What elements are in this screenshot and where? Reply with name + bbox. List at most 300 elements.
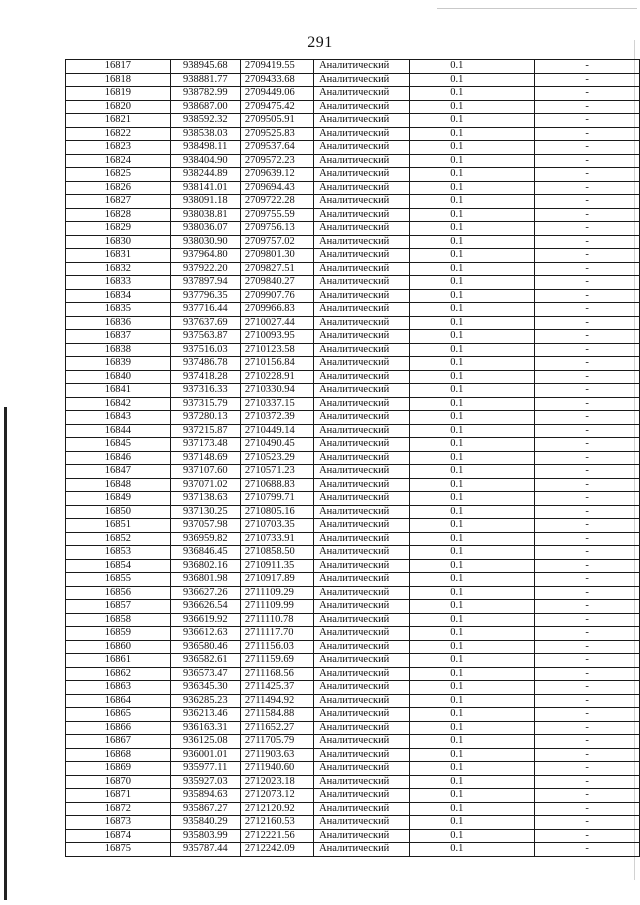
accuracy-cell: 0.1 <box>410 492 535 506</box>
method-cell: Аналитический <box>314 370 410 384</box>
method-cell: Аналитический <box>314 235 410 249</box>
x-coordinate-cell: 937148.69 <box>170 451 240 465</box>
method-cell: Аналитический <box>314 789 410 803</box>
y-coordinate-cell: 2710093.95 <box>240 330 313 344</box>
table-row <box>66 829 640 843</box>
x-coordinate-cell: 937316.33 <box>170 384 240 398</box>
method-cell: Аналитический <box>314 73 410 87</box>
y-coordinate-cell: 2709757.02 <box>240 235 313 249</box>
table-row <box>66 343 640 357</box>
table-row <box>66 735 640 749</box>
x-coordinate-cell: 938036.07 <box>170 222 240 236</box>
note-cell: - <box>535 384 640 398</box>
y-coordinate-cell: 2710372.39 <box>240 411 313 425</box>
point-number-cell: 16869 <box>66 762 171 776</box>
accuracy-cell: 0.1 <box>410 478 535 492</box>
scan-top-rule <box>437 8 637 9</box>
note-cell: - <box>535 276 640 290</box>
table-row <box>66 330 640 344</box>
method-cell: Аналитический <box>314 330 410 344</box>
y-coordinate-cell: 2711109.29 <box>240 586 313 600</box>
table-row <box>66 816 640 830</box>
x-coordinate-cell: 936627.26 <box>170 586 240 600</box>
method-cell: Аналитический <box>314 249 410 263</box>
note-cell: - <box>535 829 640 843</box>
note-cell: - <box>535 154 640 168</box>
y-coordinate-cell: 2710858.50 <box>240 546 313 560</box>
x-coordinate-cell: 937418.28 <box>170 370 240 384</box>
accuracy-cell: 0.1 <box>410 789 535 803</box>
note-cell: - <box>535 478 640 492</box>
note-cell: - <box>535 816 640 830</box>
accuracy-cell: 0.1 <box>410 573 535 587</box>
y-coordinate-cell: 2711117.70 <box>240 627 313 641</box>
note-cell: - <box>535 73 640 87</box>
method-cell: Аналитический <box>314 843 410 857</box>
note-cell: - <box>535 127 640 141</box>
table-row <box>66 235 640 249</box>
table-row <box>66 141 640 155</box>
table-row <box>66 411 640 425</box>
accuracy-cell: 0.1 <box>410 559 535 573</box>
method-cell: Аналитический <box>314 303 410 317</box>
x-coordinate-cell: 937215.87 <box>170 424 240 438</box>
point-number-cell: 16848 <box>66 478 171 492</box>
note-cell: - <box>535 114 640 128</box>
table-row <box>66 708 640 722</box>
point-number-cell: 16850 <box>66 505 171 519</box>
table-row <box>66 397 640 411</box>
point-number-cell: 16860 <box>66 640 171 654</box>
accuracy-cell: 0.1 <box>410 181 535 195</box>
x-coordinate-cell: 937516.03 <box>170 343 240 357</box>
table-row <box>66 762 640 776</box>
accuracy-cell: 0.1 <box>410 114 535 128</box>
table-row <box>66 127 640 141</box>
accuracy-cell: 0.1 <box>410 681 535 695</box>
y-coordinate-cell: 2711110.78 <box>240 613 313 627</box>
accuracy-cell: 0.1 <box>410 316 535 330</box>
note-cell: - <box>535 357 640 371</box>
point-number-cell: 16852 <box>66 532 171 546</box>
point-number-cell: 16874 <box>66 829 171 843</box>
note-cell: - <box>535 235 640 249</box>
x-coordinate-cell: 936612.63 <box>170 627 240 641</box>
x-coordinate-cell: 935787.44 <box>170 843 240 857</box>
table-row <box>66 613 640 627</box>
accuracy-cell: 0.1 <box>410 667 535 681</box>
table-row <box>66 748 640 762</box>
table-row <box>66 208 640 222</box>
x-coordinate-cell: 938141.01 <box>170 181 240 195</box>
accuracy-cell: 0.1 <box>410 249 535 263</box>
point-number-cell: 16859 <box>66 627 171 641</box>
accuracy-cell: 0.1 <box>410 424 535 438</box>
accuracy-cell: 0.1 <box>410 303 535 317</box>
method-cell: Аналитический <box>314 573 410 587</box>
point-number-cell: 16820 <box>66 100 171 114</box>
method-cell: Аналитический <box>314 141 410 155</box>
x-coordinate-cell: 937716.44 <box>170 303 240 317</box>
table-row <box>66 451 640 465</box>
method-cell: Аналитический <box>314 154 410 168</box>
point-number-cell: 16836 <box>66 316 171 330</box>
point-number-cell: 16866 <box>66 721 171 735</box>
table-row <box>66 357 640 371</box>
accuracy-cell: 0.1 <box>410 370 535 384</box>
accuracy-cell: 0.1 <box>410 262 535 276</box>
accuracy-cell: 0.1 <box>410 748 535 762</box>
method-cell: Аналитический <box>314 505 410 519</box>
point-number-cell: 16875 <box>66 843 171 857</box>
x-coordinate-cell: 936163.31 <box>170 721 240 735</box>
table-row <box>66 600 640 614</box>
method-cell: Аналитический <box>314 343 410 357</box>
x-coordinate-cell: 937107.60 <box>170 465 240 479</box>
y-coordinate-cell: 2711159.69 <box>240 654 313 668</box>
table-row <box>66 802 640 816</box>
table-row <box>66 249 640 263</box>
method-cell: Аналитический <box>314 222 410 236</box>
table-row <box>66 262 640 276</box>
point-number-cell: 16844 <box>66 424 171 438</box>
y-coordinate-cell: 2709449.06 <box>240 87 313 101</box>
y-coordinate-cell: 2710027.44 <box>240 316 313 330</box>
y-coordinate-cell: 2709572.23 <box>240 154 313 168</box>
note-cell: - <box>535 60 640 74</box>
method-cell: Аналитический <box>314 802 410 816</box>
y-coordinate-cell: 2712073.12 <box>240 789 313 803</box>
x-coordinate-cell: 937897.94 <box>170 276 240 290</box>
method-cell: Аналитический <box>314 276 410 290</box>
accuracy-cell: 0.1 <box>410 330 535 344</box>
method-cell: Аналитический <box>314 357 410 371</box>
y-coordinate-cell: 2712023.18 <box>240 775 313 789</box>
note-cell: - <box>535 289 640 303</box>
y-coordinate-cell: 2709907.76 <box>240 289 313 303</box>
note-cell: - <box>535 586 640 600</box>
x-coordinate-cell: 936959.82 <box>170 532 240 546</box>
x-coordinate-cell: 938498.11 <box>170 141 240 155</box>
table-row <box>66 370 640 384</box>
note-cell: - <box>535 492 640 506</box>
accuracy-cell: 0.1 <box>410 276 535 290</box>
table-row <box>66 168 640 182</box>
table-row <box>66 559 640 573</box>
y-coordinate-cell: 2711425.37 <box>240 681 313 695</box>
note-cell: - <box>535 87 640 101</box>
note-cell: - <box>535 694 640 708</box>
y-coordinate-cell: 2712120.92 <box>240 802 313 816</box>
point-number-cell: 16863 <box>66 681 171 695</box>
table-row <box>66 303 640 317</box>
accuracy-cell: 0.1 <box>410 73 535 87</box>
note-cell: - <box>535 748 640 762</box>
x-coordinate-cell: 936846.45 <box>170 546 240 560</box>
point-number-cell: 16826 <box>66 181 171 195</box>
coordinates-table-body <box>66 60 640 857</box>
y-coordinate-cell: 2710703.35 <box>240 519 313 533</box>
table-row <box>66 775 640 789</box>
y-coordinate-cell: 2711584.88 <box>240 708 313 722</box>
note-cell: - <box>535 181 640 195</box>
method-cell: Аналитический <box>314 613 410 627</box>
accuracy-cell: 0.1 <box>410 829 535 843</box>
x-coordinate-cell: 937922.20 <box>170 262 240 276</box>
y-coordinate-cell: 2709840.27 <box>240 276 313 290</box>
method-cell: Аналитический <box>314 559 410 573</box>
point-number-cell: 16872 <box>66 802 171 816</box>
accuracy-cell: 0.1 <box>410 721 535 735</box>
accuracy-cell: 0.1 <box>410 640 535 654</box>
y-coordinate-cell: 2710123.58 <box>240 343 313 357</box>
note-cell: - <box>535 303 640 317</box>
table-row <box>66 667 640 681</box>
method-cell: Аналитический <box>314 208 410 222</box>
table-row <box>66 154 640 168</box>
accuracy-cell: 0.1 <box>410 438 535 452</box>
method-cell: Аналитический <box>314 586 410 600</box>
method-cell: Аналитический <box>314 100 410 114</box>
point-number-cell: 16867 <box>66 735 171 749</box>
x-coordinate-cell: 938091.18 <box>170 195 240 209</box>
note-cell: - <box>535 370 640 384</box>
note-cell: - <box>535 640 640 654</box>
accuracy-cell: 0.1 <box>410 708 535 722</box>
y-coordinate-cell: 2712221.56 <box>240 829 313 843</box>
table-row <box>66 289 640 303</box>
x-coordinate-cell: 937057.98 <box>170 519 240 533</box>
table-row <box>66 181 640 195</box>
note-cell: - <box>535 532 640 546</box>
method-cell: Аналитический <box>314 478 410 492</box>
table-row <box>66 438 640 452</box>
method-cell: Аналитический <box>314 546 410 560</box>
x-coordinate-cell: 936801.98 <box>170 573 240 587</box>
y-coordinate-cell: 2709537.64 <box>240 141 313 155</box>
table-row <box>66 532 640 546</box>
note-cell: - <box>535 613 640 627</box>
point-number-cell: 16827 <box>66 195 171 209</box>
method-cell: Аналитический <box>314 829 410 843</box>
method-cell: Аналитический <box>314 667 410 681</box>
x-coordinate-cell: 938404.90 <box>170 154 240 168</box>
accuracy-cell: 0.1 <box>410 357 535 371</box>
x-coordinate-cell: 935977.11 <box>170 762 240 776</box>
note-cell: - <box>535 505 640 519</box>
point-number-cell: 16854 <box>66 559 171 573</box>
method-cell: Аналитический <box>314 775 410 789</box>
y-coordinate-cell: 2710330.94 <box>240 384 313 398</box>
table-row <box>66 681 640 695</box>
method-cell: Аналитический <box>314 519 410 533</box>
note-cell: - <box>535 546 640 560</box>
y-coordinate-cell: 2710337.15 <box>240 397 313 411</box>
point-number-cell: 16871 <box>66 789 171 803</box>
note-cell: - <box>535 262 640 276</box>
accuracy-cell: 0.1 <box>410 154 535 168</box>
note-cell: - <box>535 627 640 641</box>
accuracy-cell: 0.1 <box>410 546 535 560</box>
note-cell: - <box>535 775 640 789</box>
accuracy-cell: 0.1 <box>410 843 535 857</box>
note-cell: - <box>535 451 640 465</box>
note-cell: - <box>535 411 640 425</box>
accuracy-cell: 0.1 <box>410 235 535 249</box>
method-cell: Аналитический <box>314 600 410 614</box>
coordinates-table <box>65 59 640 857</box>
point-number-cell: 16833 <box>66 276 171 290</box>
table-row <box>66 492 640 506</box>
accuracy-cell: 0.1 <box>410 586 535 600</box>
method-cell: Аналитический <box>314 748 410 762</box>
y-coordinate-cell: 2712160.53 <box>240 816 313 830</box>
x-coordinate-cell: 938945.68 <box>170 60 240 74</box>
scan-margin-mark <box>4 407 7 900</box>
point-number-cell: 16823 <box>66 141 171 155</box>
x-coordinate-cell: 936285.23 <box>170 694 240 708</box>
x-coordinate-cell: 938687.00 <box>170 100 240 114</box>
point-number-cell: 16830 <box>66 235 171 249</box>
method-cell: Аналитический <box>314 127 410 141</box>
method-cell: Аналитический <box>314 424 410 438</box>
x-coordinate-cell: 938244.89 <box>170 168 240 182</box>
point-number-cell: 16846 <box>66 451 171 465</box>
y-coordinate-cell: 2709639.12 <box>240 168 313 182</box>
method-cell: Аналитический <box>314 532 410 546</box>
y-coordinate-cell: 2710449.14 <box>240 424 313 438</box>
method-cell: Аналитический <box>314 262 410 276</box>
point-number-cell: 16839 <box>66 357 171 371</box>
table-row <box>66 316 640 330</box>
method-cell: Аналитический <box>314 114 410 128</box>
point-number-cell: 16843 <box>66 411 171 425</box>
y-coordinate-cell: 2710799.71 <box>240 492 313 506</box>
table-row <box>66 640 640 654</box>
table-row <box>66 519 640 533</box>
y-coordinate-cell: 2709722.28 <box>240 195 313 209</box>
method-cell: Аналитический <box>314 168 410 182</box>
x-coordinate-cell: 938592.32 <box>170 114 240 128</box>
y-coordinate-cell: 2711903.63 <box>240 748 313 762</box>
point-number-cell: 16857 <box>66 600 171 614</box>
accuracy-cell: 0.1 <box>410 100 535 114</box>
accuracy-cell: 0.1 <box>410 532 535 546</box>
x-coordinate-cell: 935894.63 <box>170 789 240 803</box>
y-coordinate-cell: 2711109.99 <box>240 600 313 614</box>
x-coordinate-cell: 936213.46 <box>170 708 240 722</box>
accuracy-cell: 0.1 <box>410 451 535 465</box>
accuracy-cell: 0.1 <box>410 141 535 155</box>
method-cell: Аналитический <box>314 492 410 506</box>
point-number-cell: 16817 <box>66 60 171 74</box>
point-number-cell: 16829 <box>66 222 171 236</box>
x-coordinate-cell: 936802.16 <box>170 559 240 573</box>
table-row <box>66 654 640 668</box>
accuracy-cell: 0.1 <box>410 195 535 209</box>
table-row <box>66 789 640 803</box>
table-row <box>66 60 640 74</box>
method-cell: Аналитический <box>314 694 410 708</box>
accuracy-cell: 0.1 <box>410 127 535 141</box>
point-number-cell: 16825 <box>66 168 171 182</box>
accuracy-cell: 0.1 <box>410 735 535 749</box>
x-coordinate-cell: 937964.80 <box>170 249 240 263</box>
table-row <box>66 114 640 128</box>
method-cell: Аналитический <box>314 384 410 398</box>
method-cell: Аналитический <box>314 708 410 722</box>
accuracy-cell: 0.1 <box>410 519 535 533</box>
accuracy-cell: 0.1 <box>410 816 535 830</box>
y-coordinate-cell: 2709756.13 <box>240 222 313 236</box>
point-number-cell: 16835 <box>66 303 171 317</box>
method-cell: Аналитический <box>314 627 410 641</box>
y-coordinate-cell: 2711494.92 <box>240 694 313 708</box>
point-number-cell: 16870 <box>66 775 171 789</box>
x-coordinate-cell: 938038.81 <box>170 208 240 222</box>
x-coordinate-cell: 937173.48 <box>170 438 240 452</box>
note-cell: - <box>535 654 640 668</box>
method-cell: Аналитический <box>314 762 410 776</box>
point-number-cell: 16838 <box>66 343 171 357</box>
note-cell: - <box>535 343 640 357</box>
x-coordinate-cell: 935927.03 <box>170 775 240 789</box>
method-cell: Аналитический <box>314 465 410 479</box>
x-coordinate-cell: 938782.99 <box>170 87 240 101</box>
y-coordinate-cell: 2710523.29 <box>240 451 313 465</box>
table-row <box>66 195 640 209</box>
x-coordinate-cell: 935867.27 <box>170 802 240 816</box>
note-cell: - <box>535 397 640 411</box>
point-number-cell: 16822 <box>66 127 171 141</box>
y-coordinate-cell: 2712242.09 <box>240 843 313 857</box>
y-coordinate-cell: 2710911.35 <box>240 559 313 573</box>
note-cell: - <box>535 316 640 330</box>
accuracy-cell: 0.1 <box>410 775 535 789</box>
table-row <box>66 505 640 519</box>
point-number-cell: 16821 <box>66 114 171 128</box>
y-coordinate-cell: 2710917.89 <box>240 573 313 587</box>
method-cell: Аналитический <box>314 721 410 735</box>
y-coordinate-cell: 2709433.68 <box>240 73 313 87</box>
x-coordinate-cell: 936619.92 <box>170 613 240 627</box>
x-coordinate-cell: 936001.01 <box>170 748 240 762</box>
x-coordinate-cell: 937130.25 <box>170 505 240 519</box>
point-number-cell: 16845 <box>66 438 171 452</box>
accuracy-cell: 0.1 <box>410 505 535 519</box>
table-row <box>66 694 640 708</box>
note-cell: - <box>535 802 640 816</box>
method-cell: Аналитический <box>314 735 410 749</box>
note-cell: - <box>535 208 640 222</box>
y-coordinate-cell: 2710490.45 <box>240 438 313 452</box>
x-coordinate-cell: 937563.87 <box>170 330 240 344</box>
y-coordinate-cell: 2710805.16 <box>240 505 313 519</box>
note-cell: - <box>535 681 640 695</box>
y-coordinate-cell: 2709966.83 <box>240 303 313 317</box>
method-cell: Аналитический <box>314 60 410 74</box>
y-coordinate-cell: 2709505.91 <box>240 114 313 128</box>
table-row <box>66 573 640 587</box>
table-row <box>66 465 640 479</box>
note-cell: - <box>535 330 640 344</box>
point-number-cell: 16851 <box>66 519 171 533</box>
table-row <box>66 276 640 290</box>
y-coordinate-cell: 2711168.56 <box>240 667 313 681</box>
y-coordinate-cell: 2711156.03 <box>240 640 313 654</box>
note-cell: - <box>535 559 640 573</box>
method-cell: Аналитический <box>314 451 410 465</box>
